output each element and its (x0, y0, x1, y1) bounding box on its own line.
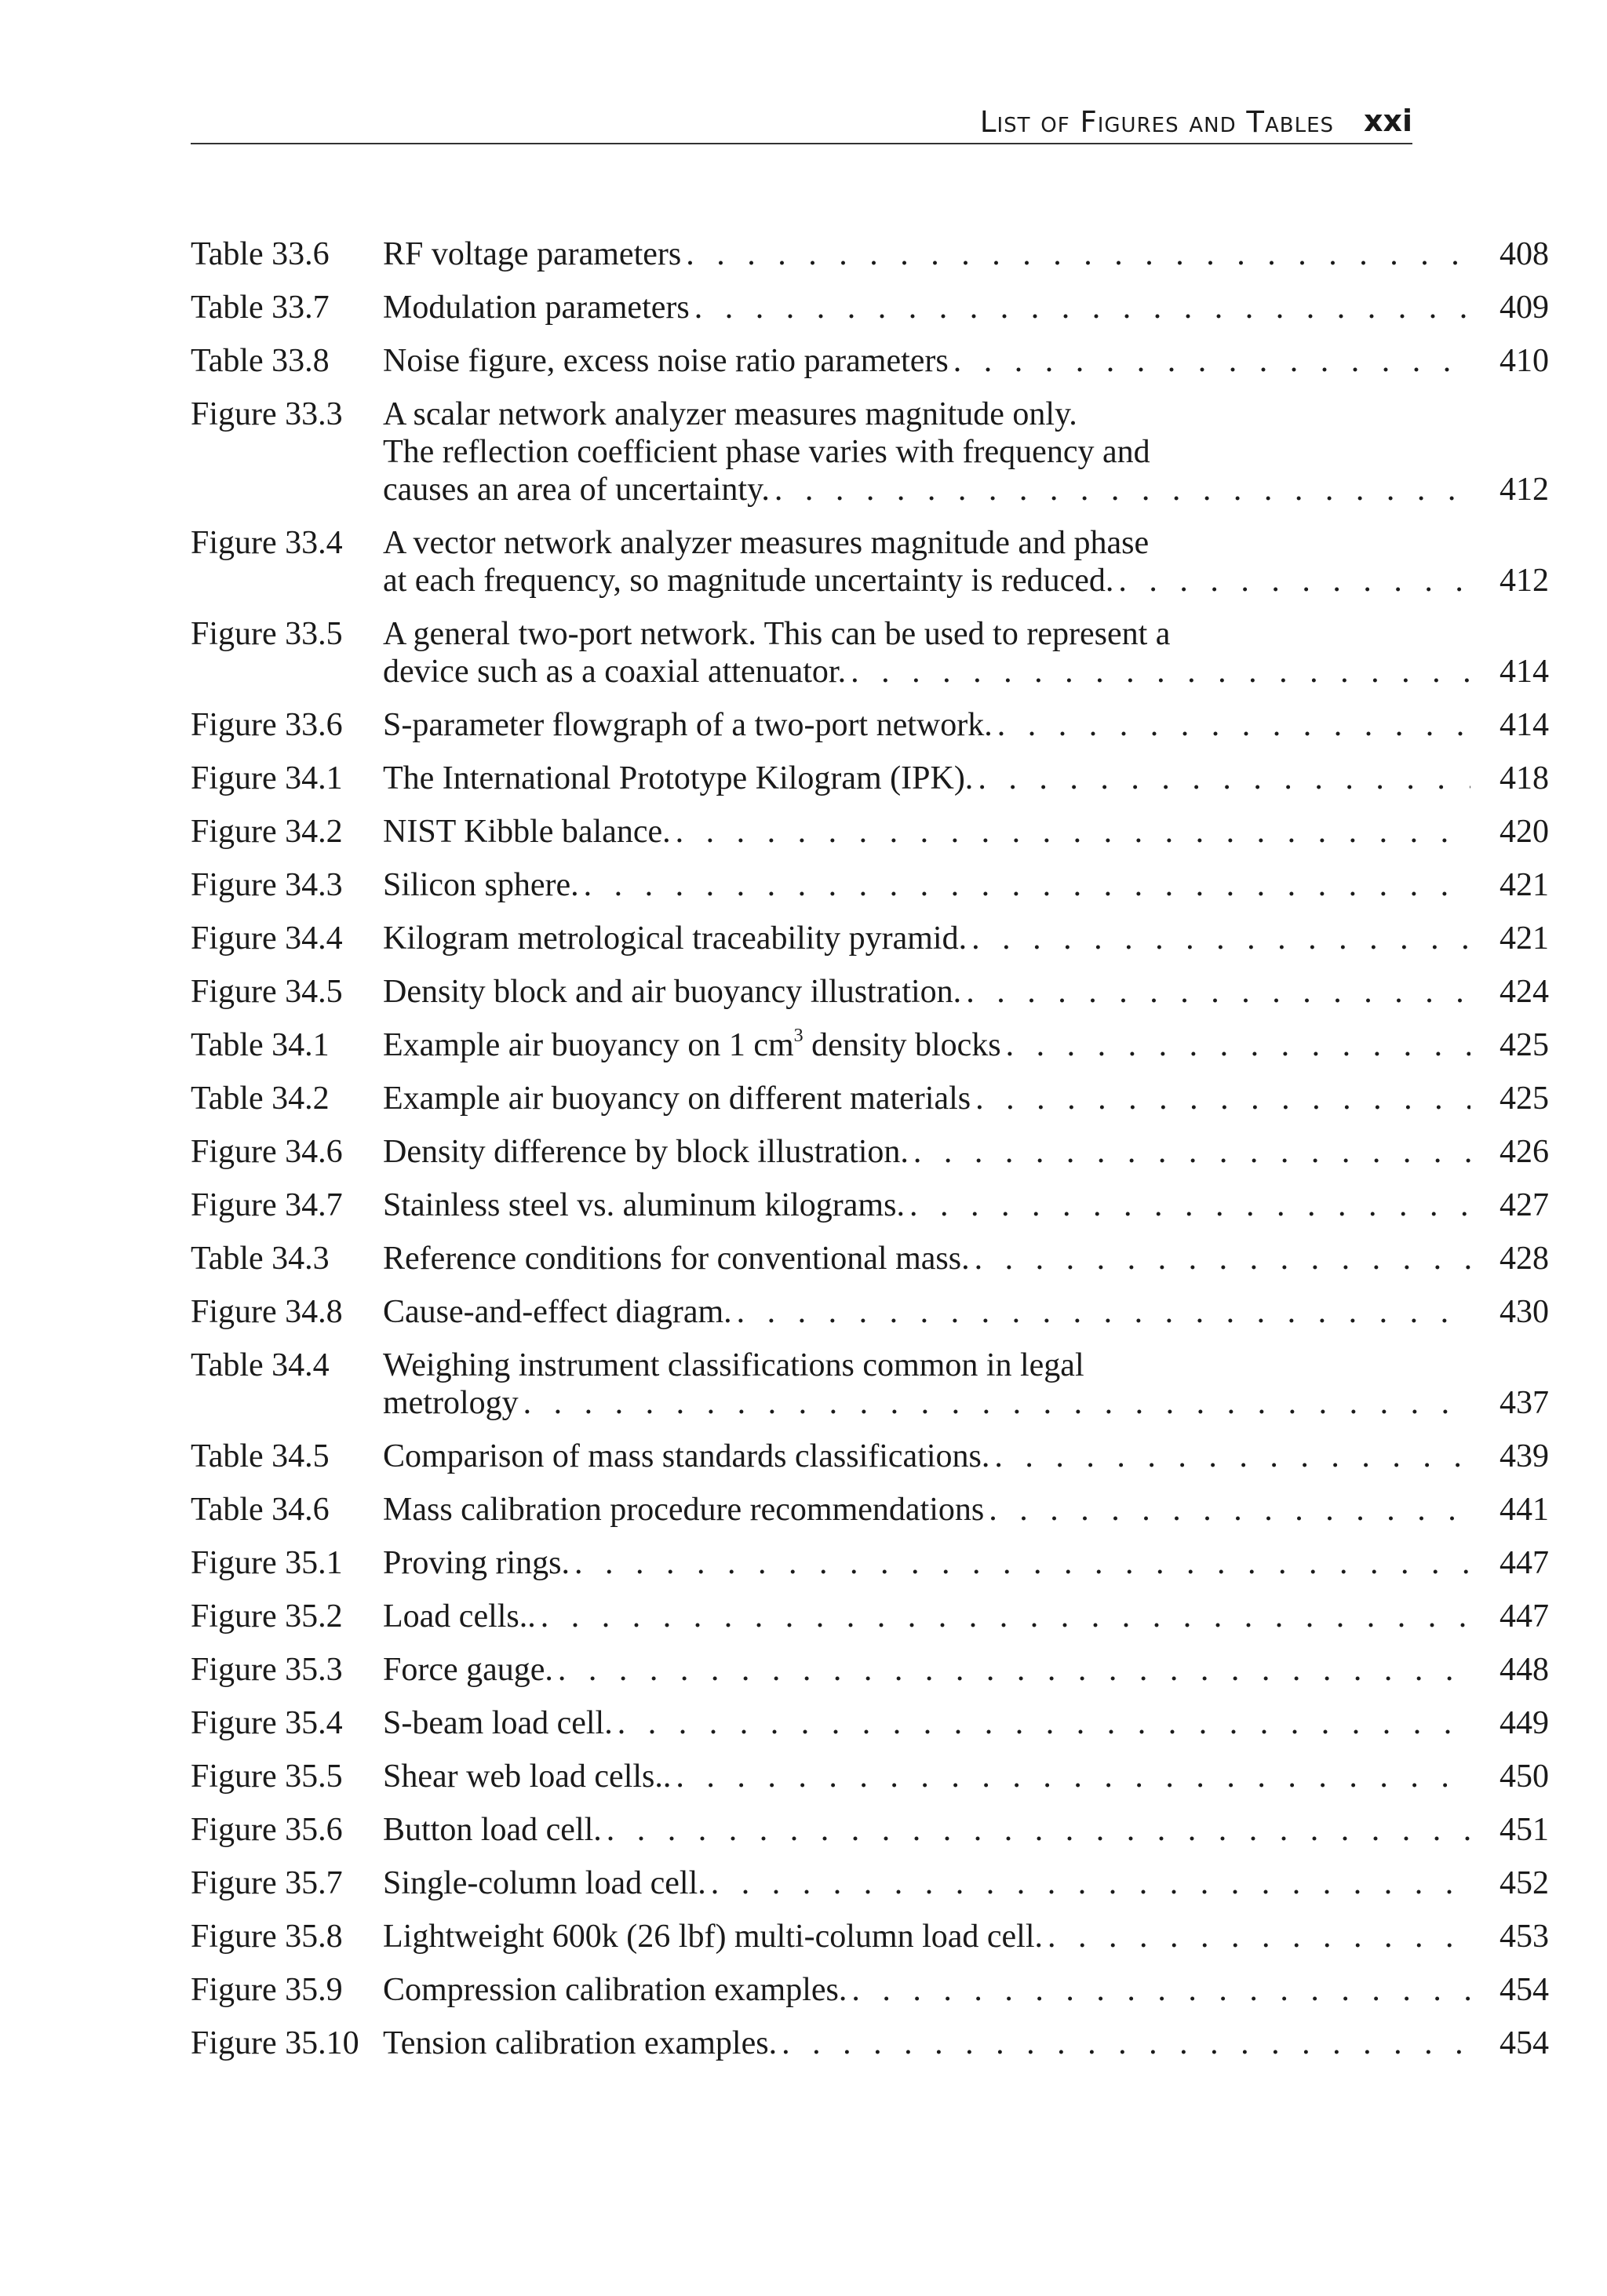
entry-caption (383, 1971, 1470, 2009)
entry-page-number: 421 (1500, 920, 1549, 957)
dot-leader (847, 1971, 1470, 2009)
entry-label: Table 34.5 (191, 1438, 330, 1474)
list-entry (191, 1186, 1549, 1224)
entry-caption (383, 1133, 1470, 1171)
dot-leader (553, 1651, 1470, 1689)
dot-leader (671, 813, 1470, 851)
list-entry (191, 1293, 1549, 1331)
caption-text: Mass calibration procedure recommendations (383, 1492, 985, 1528)
list-entry (191, 524, 1549, 600)
caption-last-line (383, 1438, 1470, 1475)
entry-caption (383, 615, 1470, 691)
dot-leader (579, 866, 1470, 904)
caption-last-line (383, 1026, 1470, 1064)
caption-last-line (383, 920, 1470, 957)
caption-last-line (383, 1293, 1470, 1331)
caption-last-line (383, 1491, 1470, 1529)
dot-leader (967, 920, 1470, 957)
caption-text: Compression calibration examples. (383, 1972, 847, 2008)
caption-line: The reflection coefficient phase varies with frequency and (383, 434, 1150, 470)
caption-text: Cause-and-effect diagram. (383, 1294, 732, 1330)
list-entry (191, 866, 1549, 904)
dot-leader (909, 1133, 1470, 1171)
caption-text: causes an area of uncertainty. (383, 472, 770, 508)
caption-last-line (383, 1918, 1470, 1955)
caption-text: NIST Kibble balance. (383, 814, 671, 850)
caption-line: A scalar network analyzer measures magnitude only. (383, 396, 1077, 432)
caption-text: at each frequency, so magnitude uncertainty is reduced. (383, 563, 1114, 599)
entry-page-number: 451 (1500, 1812, 1549, 1848)
list-entry (191, 342, 1549, 380)
dot-leader (681, 235, 1470, 273)
dot-leader (536, 1598, 1470, 1635)
entry-caption (383, 1347, 1470, 1422)
caption-last-line (383, 1651, 1470, 1689)
entry-page-number: 418 (1500, 760, 1549, 796)
list-entry (191, 235, 1549, 273)
entry-label: Table 34.3 (191, 1241, 330, 1277)
caption-last-line (383, 1240, 1470, 1277)
entry-page-number: 409 (1500, 290, 1549, 326)
entry-label: Figure 33.5 (191, 616, 343, 652)
entry-label: Figure 35.6 (191, 1812, 343, 1848)
entry-caption (383, 342, 1470, 380)
caption-text: device such as a coaxial attenuator. (383, 654, 847, 690)
caption-last-line (383, 866, 1470, 904)
entry-caption (383, 289, 1470, 326)
dot-leader (989, 1438, 1470, 1475)
entry-label: Figure 34.3 (191, 867, 343, 903)
caption-line: A general two-port network. This can be used to represent a (383, 616, 1171, 652)
entry-caption (383, 973, 1470, 1011)
entry-page-number: 421 (1500, 867, 1549, 903)
dot-leader (905, 1186, 1470, 1224)
list-entry (191, 1133, 1549, 1171)
dot-leader (961, 973, 1470, 1011)
entry-caption (383, 1598, 1470, 1635)
running-head-title: List of Figures and Tables (979, 105, 1334, 139)
entry-caption (383, 1080, 1470, 1117)
entry-label: Table 34.6 (191, 1492, 330, 1528)
list-entry (191, 289, 1549, 326)
caption-text: Modulation parameters (383, 290, 690, 326)
entry-caption (383, 1240, 1470, 1277)
caption-text: Stainless steel vs. aluminum kilograms. (383, 1187, 905, 1223)
entry-caption (383, 1704, 1470, 1742)
entry-page-number: 412 (1500, 472, 1549, 508)
caption-last-line (383, 1811, 1470, 1849)
caption-last-line (383, 706, 1470, 744)
list-entry (191, 1080, 1549, 1117)
caption-text: Force gauge. (383, 1652, 553, 1688)
entry-caption (383, 1811, 1470, 1849)
entry-page-number: 424 (1500, 974, 1549, 1010)
list-entry (191, 1918, 1549, 1955)
entry-page-number: 447 (1500, 1545, 1549, 1581)
entry-page-number: 452 (1500, 1865, 1549, 1901)
caption-line: Weighing instrument classifications common in legal (383, 1347, 1084, 1383)
entry-label: Table 34.2 (191, 1081, 330, 1117)
entry-caption (383, 2024, 1470, 2062)
dot-leader (993, 706, 1470, 744)
caption-last-line (383, 973, 1470, 1011)
caption-last-line (383, 1758, 1470, 1795)
entry-label: Figure 35.10 (191, 2025, 359, 2061)
entry-caption (383, 1293, 1470, 1331)
entry-label: Figure 34.8 (191, 1294, 343, 1330)
dot-leader (706, 1864, 1470, 1902)
list-entry (191, 1598, 1549, 1635)
entry-label: Figure 34.6 (191, 1134, 343, 1170)
entry-page-number: 414 (1500, 654, 1549, 690)
caption-text: Proving rings. (383, 1545, 570, 1581)
entry-page-number: 441 (1500, 1492, 1549, 1528)
entry-page-number: 449 (1500, 1705, 1549, 1741)
caption-text: Example air buoyancy on 1 $cm^3$ density blocks (383, 1026, 1001, 1063)
caption-text: Shear web load cells.. (383, 1758, 672, 1795)
entry-page-number: 437 (1500, 1385, 1549, 1421)
caption-last-line (383, 1544, 1470, 1582)
dot-leader (671, 1758, 1470, 1795)
entry-page-number: 454 (1500, 1972, 1549, 2008)
entry-label: Table 33.6 (191, 236, 330, 272)
list-entry (191, 813, 1549, 851)
entry-label: Figure 35.8 (191, 1919, 343, 1955)
dot-leader (970, 1240, 1470, 1277)
list-entry (191, 1651, 1549, 1689)
caption-last-line (383, 1971, 1470, 2009)
list-of-figures-and-tables (191, 235, 1549, 2078)
entry-label: Figure 34.2 (191, 814, 343, 850)
entry-page-number: 439 (1500, 1438, 1549, 1474)
list-entry (191, 1758, 1549, 1795)
list-entry (191, 1544, 1549, 1582)
entry-label: Table 33.7 (191, 290, 330, 326)
entry-caption (383, 1651, 1470, 1689)
entry-caption (383, 1438, 1470, 1475)
entry-page-number: 414 (1500, 707, 1549, 743)
dot-leader (777, 2024, 1470, 2062)
dot-leader (949, 342, 1470, 380)
entry-label: Table 34.4 (191, 1347, 330, 1383)
entry-page-number: 408 (1500, 236, 1549, 272)
list-entry (191, 1971, 1549, 2009)
caption-last-line (383, 2024, 1470, 2062)
entry-page-number: 428 (1500, 1241, 1549, 1277)
dot-leader (971, 1080, 1470, 1117)
entry-label: Figure 34.1 (191, 760, 343, 796)
entry-label: Figure 35.3 (191, 1652, 343, 1688)
entry-caption (383, 813, 1470, 851)
dot-leader (984, 1491, 1470, 1529)
list-entry (191, 973, 1549, 1011)
entry-page-number: 425 (1500, 1027, 1549, 1063)
entry-label: Table 34.1 (191, 1027, 330, 1063)
entry-page-number: 448 (1500, 1652, 1549, 1688)
entry-label: Figure 33.4 (191, 525, 343, 561)
caption-text: Noise figure, excess noise ratio parameters (383, 343, 949, 379)
entry-page-number: 454 (1500, 2025, 1549, 2061)
caption-text: Button load cell. (383, 1812, 602, 1848)
entry-label: Figure 34.7 (191, 1187, 343, 1223)
caption-text: metrology (383, 1385, 519, 1421)
entry-page-number: 420 (1500, 814, 1549, 850)
entry-page-number: 427 (1500, 1187, 1549, 1223)
caption-last-line (383, 562, 1470, 600)
entry-label: Figure 33.3 (191, 396, 343, 432)
dot-leader (732, 1293, 1470, 1331)
entry-page-number: 425 (1500, 1081, 1549, 1117)
list-entry (191, 1347, 1549, 1422)
caption-text: Reference conditions for conventional mass. (383, 1241, 970, 1277)
caption-last-line (383, 813, 1470, 851)
entry-caption (383, 235, 1470, 273)
list-entry (191, 1864, 1549, 1902)
page-number: xxi (1363, 104, 1412, 138)
caption-last-line (383, 1704, 1470, 1742)
entry-label: Figure 35.4 (191, 1705, 343, 1741)
entry-caption (383, 1491, 1470, 1529)
entry-page-number: 410 (1500, 343, 1549, 379)
entry-caption (383, 1918, 1470, 1955)
list-entry (191, 615, 1549, 691)
caption-text: Silicon sphere. (383, 867, 579, 903)
dot-leader (1001, 1026, 1470, 1064)
caption-text: Tension calibration examples. (383, 2025, 778, 2061)
list-entry (191, 706, 1549, 744)
caption-last-line (383, 1598, 1470, 1635)
entry-page-number: 450 (1500, 1758, 1549, 1795)
list-entry (191, 2024, 1549, 2062)
caption-last-line (383, 760, 1470, 797)
dot-leader (613, 1704, 1470, 1742)
list-entry (191, 1438, 1549, 1475)
list-entry (191, 760, 1549, 797)
entry-label: Figure 35.9 (191, 1972, 343, 2008)
caption-last-line (383, 653, 1470, 691)
entry-page-number: 430 (1500, 1294, 1549, 1330)
list-entry (191, 1026, 1549, 1064)
caption-last-line (383, 1864, 1470, 1902)
running-head (191, 104, 1412, 144)
dot-leader (973, 760, 1470, 797)
entry-caption (383, 706, 1470, 744)
entry-caption (383, 1864, 1470, 1902)
caption-last-line (383, 235, 1470, 273)
dot-leader (846, 653, 1470, 691)
caption-text: Density difference by block illustration. (383, 1134, 909, 1170)
dot-leader (1113, 562, 1470, 600)
caption-last-line (383, 1133, 1470, 1171)
list-entry (191, 920, 1549, 957)
entry-caption (383, 1544, 1470, 1582)
dot-leader (1043, 1918, 1470, 1955)
caption-last-line (383, 1384, 1470, 1422)
caption-last-line (383, 1080, 1470, 1117)
entry-page-number: 447 (1500, 1598, 1549, 1635)
caption-text: Single-column load cell. (383, 1865, 706, 1901)
caption-text: Example air buoyancy on different materials (383, 1081, 971, 1117)
list-entry (191, 1240, 1549, 1277)
entry-caption (383, 1758, 1470, 1795)
entry-caption (383, 1026, 1470, 1064)
entry-page-number: 426 (1500, 1134, 1549, 1170)
caption-line: A vector network analyzer measures magnitude and phase (383, 525, 1150, 561)
entry-label: Figure 34.4 (191, 920, 343, 957)
entry-caption (383, 524, 1470, 600)
caption-last-line (383, 471, 1470, 508)
caption-last-line (383, 289, 1470, 326)
caption-text: Load cells.. (383, 1598, 536, 1635)
entry-caption (383, 866, 1470, 904)
superscript: 3 (793, 1026, 804, 1046)
entry-caption (383, 920, 1470, 957)
list-entry (191, 395, 1549, 508)
caption-text: Kilogram metrological traceability pyramid. (383, 920, 967, 957)
list-entry (191, 1491, 1549, 1529)
entry-label: Figure 33.6 (191, 707, 343, 743)
caption-text: S-beam load cell. (383, 1705, 613, 1741)
caption-text: RF voltage parameters (383, 236, 682, 272)
dot-leader (602, 1811, 1470, 1849)
dot-leader (770, 471, 1470, 508)
caption-text: Comparison of mass standards classifications. (383, 1438, 990, 1474)
dot-leader (519, 1384, 1470, 1422)
caption-last-line (383, 1186, 1470, 1224)
entry-caption (383, 760, 1470, 797)
caption-text: The International Prototype Kilogram (IPK). (383, 760, 974, 796)
list-entry (191, 1811, 1549, 1849)
caption-text: Density block and air buoyancy illustration. (383, 974, 962, 1010)
entry-label: Figure 35.5 (191, 1758, 343, 1795)
entry-label: Table 33.8 (191, 343, 330, 379)
caption-text: S-parameter flowgraph of a two-port network. (383, 707, 993, 743)
dot-leader (570, 1544, 1470, 1582)
entry-label: Figure 35.7 (191, 1865, 343, 1901)
entry-page-number: 412 (1500, 563, 1549, 599)
entry-caption (383, 1186, 1470, 1224)
entry-label: Figure 35.1 (191, 1545, 343, 1581)
entry-caption (383, 395, 1470, 508)
list-entry (191, 1704, 1549, 1742)
entry-label: Figure 35.2 (191, 1598, 343, 1635)
entry-page-number: 453 (1500, 1919, 1549, 1955)
caption-last-line (383, 342, 1470, 380)
dot-leader (690, 289, 1470, 326)
caption-text: Lightweight 600k (26 lbf) multi-column load cell. (383, 1919, 1044, 1955)
entry-label: Figure 34.5 (191, 974, 343, 1010)
